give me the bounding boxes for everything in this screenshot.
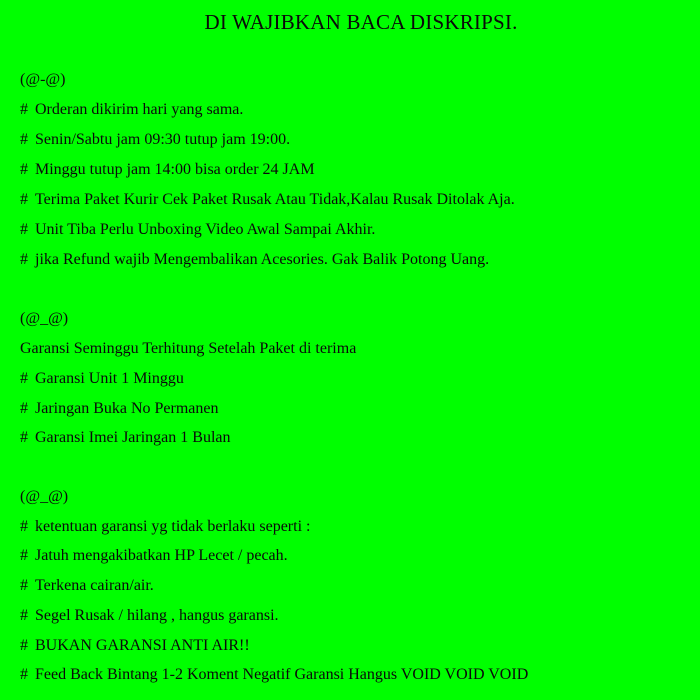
- list-item-text: Minggu tutup jam 14:00 bisa order 24 JAM: [35, 161, 315, 178]
- bullet-mark: #: [20, 370, 28, 387]
- list-item-text: Senin/Sabtu jam 09:30 tutup jam 19:00.: [35, 131, 291, 148]
- page-title: DI WAJIBKAN BACA DISKRIPSI.: [204, 10, 518, 34]
- list-item: [20, 428, 231, 448]
- bullet-mark: #: [20, 161, 28, 178]
- bullet-mark: #: [20, 607, 28, 624]
- list-item-text: Terima Paket Kurir Cek Paket Rusak Atau Tidak,Kalau Rusak Ditolak Aja.: [35, 191, 515, 208]
- list-item-text: Segel Rusak / hilang , hangus garansi.: [35, 607, 279, 624]
- list-item: [20, 546, 288, 566]
- section-1-header: (@-@): [20, 71, 66, 88]
- list-item: [20, 369, 184, 389]
- bullet-mark: #: [20, 429, 28, 446]
- bullet-mark: #: [20, 221, 28, 238]
- list-item: [20, 517, 310, 537]
- bullet-mark: #: [20, 666, 28, 683]
- list-item-text: ketentuan garansi yg tidak berlaku seperti :: [35, 518, 311, 535]
- section-2-intro: Garansi Seminggu Terhitung Setelah Paket di terima: [20, 340, 357, 357]
- section-2-header: (@_@): [20, 310, 69, 327]
- list-item: [20, 636, 250, 656]
- list-item-text: Garansi Imei Jaringan 1 Bulan: [35, 429, 231, 446]
- bullet-mark: #: [20, 131, 28, 148]
- list-item-text: Jatuh mengakibatkan HP Lecet / pecah.: [35, 547, 288, 564]
- bullet-mark: #: [20, 518, 28, 535]
- list-item-text: Terkena cairan/air.: [35, 577, 154, 594]
- list-item: [20, 160, 315, 180]
- list-item-text: Orderan dikirim hari yang sama.: [35, 101, 244, 118]
- bullet-mark: #: [20, 191, 28, 208]
- list-item: [20, 190, 515, 210]
- list-item-text: BUKAN GARANSI ANTI AIR!!: [35, 637, 250, 654]
- list-item: [20, 399, 219, 419]
- list-item: [20, 576, 154, 596]
- list-item: [20, 130, 290, 150]
- list-item-text: Garansi Unit 1 Minggu: [35, 370, 184, 387]
- list-item-text: jika Refund wajib Mengembalikan Acesories. Gak Balik Potong Uang.: [35, 251, 490, 268]
- list-item-text: Jaringan Buka No Permanen: [35, 400, 219, 417]
- section-3-header: (@_@): [20, 488, 69, 505]
- bullet-mark: #: [20, 547, 28, 564]
- list-item-text: Feed Back Bintang 1-2 Koment Negatif Garansi Hangus VOID VOID VOID: [35, 666, 529, 683]
- list-item: [20, 220, 375, 240]
- list-item-text: Unit Tiba Perlu Unboxing Video Awal Sampai Akhir.: [35, 221, 376, 238]
- bullet-mark: #: [20, 577, 28, 594]
- list-item: [20, 606, 279, 626]
- list-item: [20, 100, 243, 120]
- bullet-mark: #: [20, 101, 28, 118]
- bullet-mark: #: [20, 637, 28, 654]
- list-item: [20, 665, 528, 685]
- bullet-mark: #: [20, 251, 28, 268]
- list-item: [20, 250, 489, 270]
- bullet-mark: #: [20, 400, 28, 417]
